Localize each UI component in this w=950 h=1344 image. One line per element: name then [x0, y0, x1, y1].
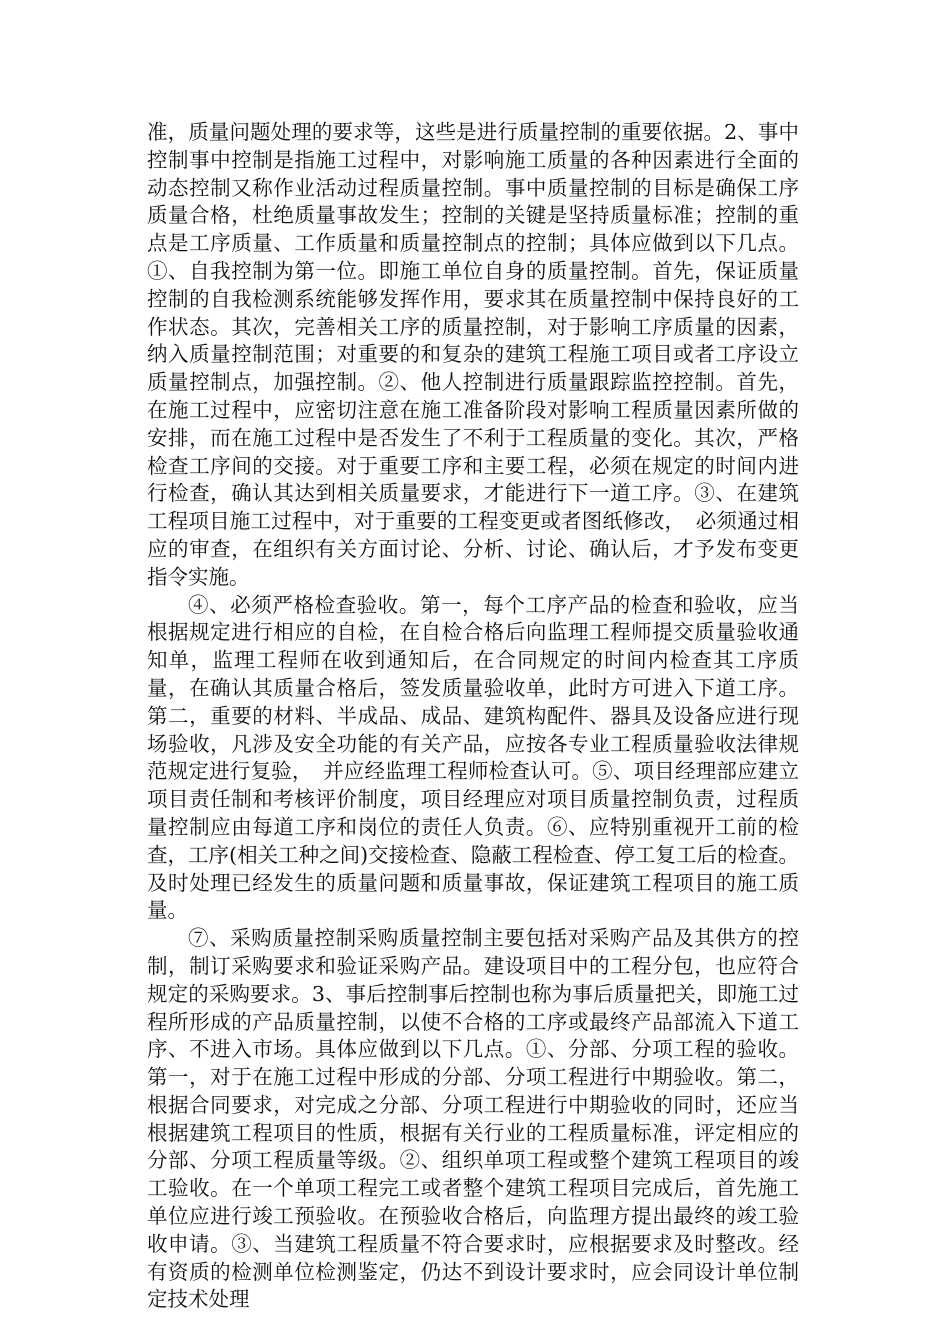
document-page [147, 119, 799, 1314]
paragraph-3: ⑦、采购质量控制采购质量控制主要包括对采购产品及其供方的控制，制订采购要求和验证采购产品。建设项目中的工程分包，也应符合规定的采购要求。3、事后控制事后控制也称为事后质量把关，即施工过程所形成的产品质量控制，以使不合格的工序或最终产品部流入下道工序、不进入市场。具体应做到以下几点。①、分部、分项工程的验收。第一，对于在施工过程中形成的分部、分项工程进行中期验收。第二，根据合同要求，对完成之分部、分项工程进行中期验收的同时，还应当根据建筑工程项目的性质，根据有关行业的工程质量标准，评定相应的分部、分项工程质量等级。②、组织单项工程或整个建筑工程项目的竣工验收。在一个单项工程完工或者整个建筑工程项目完成后，首先施工单位应进行竣工预验收。在预验收合格后，向监理方提出最终的竣工验收申请。③、当建筑工程质量不符合要求时，应根据要求及时整改。经有资质的检测单位检测鉴定，仍达不到设计要求时，应会同设计单位制定技术处理 [147, 926, 799, 1312]
paragraph-1: 准，质量问题处理的要求等，这些是进行质量控制的重要依据。2、事中控制事中控制是指施工过程中，对影响施工质量的各种因素进行全面的动态控制又称作业活动过程质量控制。事中质量控制的目标是确保工序质量合格，杜绝质量事故发生；控制的关键是坚持质量标准；控制的重点是工序质量、工作质量和质量控制点的控制；具体应做到以下几点。①、自我控制为第一位。即施工单位自身的质量控制。首先，保证质量控制的自我检测系统能够发挥作用，要求其在质量控制中保持良好的工作状态。其次，完善相关工序的质量控制，对于影响工序质量的因素，纳入质量控制范围；对重要的和复杂的建筑工程施工项目或者工序设立质量控制点，加强控制。②、他人控制进行质量跟踪监控控制。首先，在施工过程中，应密切注意在施工准备阶段对影响工程质量因素所做的安排，而在施工过程中是否发生了不利于工程质量的变化。其次，严格检查工序间的交接。对于重要工序和主要工程，必须在规定的时间内进行检查，确认其达到相关质量要求，才能进行下一道工序。③、在建筑工程项目施工过程中，对于重要的工程变更或者图纸修改， 必须通过相应的审查，在组织有关方面讨论、分析、讨论、确认后，才予发布变更指令实施。 [147, 120, 799, 589]
paragraph-2: ④、必须严格检查验收。第一，每个工序产品的检查和验收，应当根据规定进行相应的自检，在自检合格后向监理工程师提交质量验收通知单，监理工程师在收到通知后，在合同规定的时间内检查其工序质量，在确认其质量合格后，签发质量验收单，此时方可进入下道工序。第二，重要的材料、半成品、成品、建筑构配件、器具及设备应进行现场验收，凡涉及安全功能的有关产品，应按各专业工程质量验收法律规范规定进行复验， 并应经监理工程师检查认可。⑤、项目经理部应建立项目责任制和考核评价制度，项目经理应对项目质量控制负责，过程质量控制应由每道工序和岗位的责任人负责。⑥、应特别重视开工前的检查，工序(相关工种之间)交接检查、隐蔽工程检查、停工复工后的检查。及时处理已经发生的质量问题和质量事故，保证建筑工程项目的施工质量。 [147, 592, 799, 923]
